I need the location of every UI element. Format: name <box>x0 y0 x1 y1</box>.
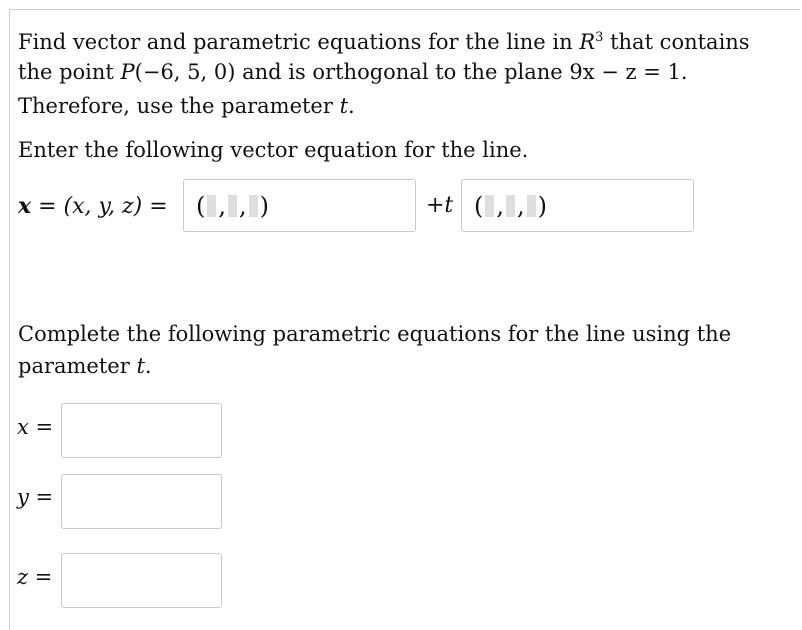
point-vector-input[interactable] <box>183 179 416 232</box>
y-equation-label: y = <box>17 485 54 509</box>
problem-line-2 <box>18 55 688 89</box>
component-placeholder <box>506 195 515 217</box>
instruction-text: Enter the following vector equation for the line. <box>18 138 529 162</box>
component-placeholder <box>228 195 237 217</box>
xyz-tuple: (x, y, z) <box>63 194 143 219</box>
problem-line-1 <box>18 21 750 59</box>
component-placeholder <box>527 195 536 217</box>
r-exponent: 3 <box>595 30 604 45</box>
right-paren: ) <box>259 191 270 220</box>
left-paren: ( <box>196 191 206 220</box>
point-coords: (−6, 5, 0) <box>134 60 236 84</box>
comma: , <box>496 191 505 220</box>
param-instruction-line-1 <box>18 317 731 351</box>
z-equation-input[interactable] <box>61 553 222 608</box>
param-instruction-line-2 <box>18 349 152 383</box>
equals-sign: = <box>31 194 64 219</box>
equals-sign: = <box>142 194 168 219</box>
plus-t-label <box>426 189 453 223</box>
vector-equation-label <box>18 189 168 224</box>
point-label: P <box>120 60 135 84</box>
x-equation-input[interactable] <box>61 403 222 458</box>
x-equation-label: x = <box>17 415 54 439</box>
y-equation-input[interactable] <box>61 474 222 529</box>
problem-text: . <box>348 94 355 118</box>
component-placeholder <box>207 195 216 217</box>
r-symbol: R <box>579 30 596 54</box>
problem-text: and is orthogonal to the plane <box>235 60 570 84</box>
instruction-text: . <box>144 354 152 378</box>
instruction-text: parameter <box>18 354 137 378</box>
plane-equation: 9x − z = 1. <box>569 60 688 84</box>
component-placeholder <box>249 195 258 217</box>
parameter-symbol: t <box>339 94 349 118</box>
problem-text: that contains <box>603 30 750 54</box>
problem-line-3 <box>18 89 355 123</box>
left-paren: ( <box>474 191 484 220</box>
comma: , <box>239 191 247 220</box>
parameter-symbol: t <box>136 354 145 378</box>
vector-x-symbol: x <box>18 193 32 219</box>
instruction-text: Complete the following parametric equations for the line using the <box>18 322 732 346</box>
vector-instruction <box>18 133 528 167</box>
comma: , <box>517 191 525 220</box>
right-paren: ) <box>537 191 548 220</box>
z-equation-label: z = <box>17 565 53 589</box>
direction-vector-input[interactable] <box>461 179 694 232</box>
problem-text: the point <box>18 60 121 84</box>
component-placeholder <box>485 195 494 217</box>
comma: , <box>218 191 227 220</box>
problem-text: Find vector and parametric equations for the line in <box>18 30 580 54</box>
problem-text: Therefore, use the parameter <box>18 94 340 118</box>
plus-t: +t <box>426 193 454 218</box>
